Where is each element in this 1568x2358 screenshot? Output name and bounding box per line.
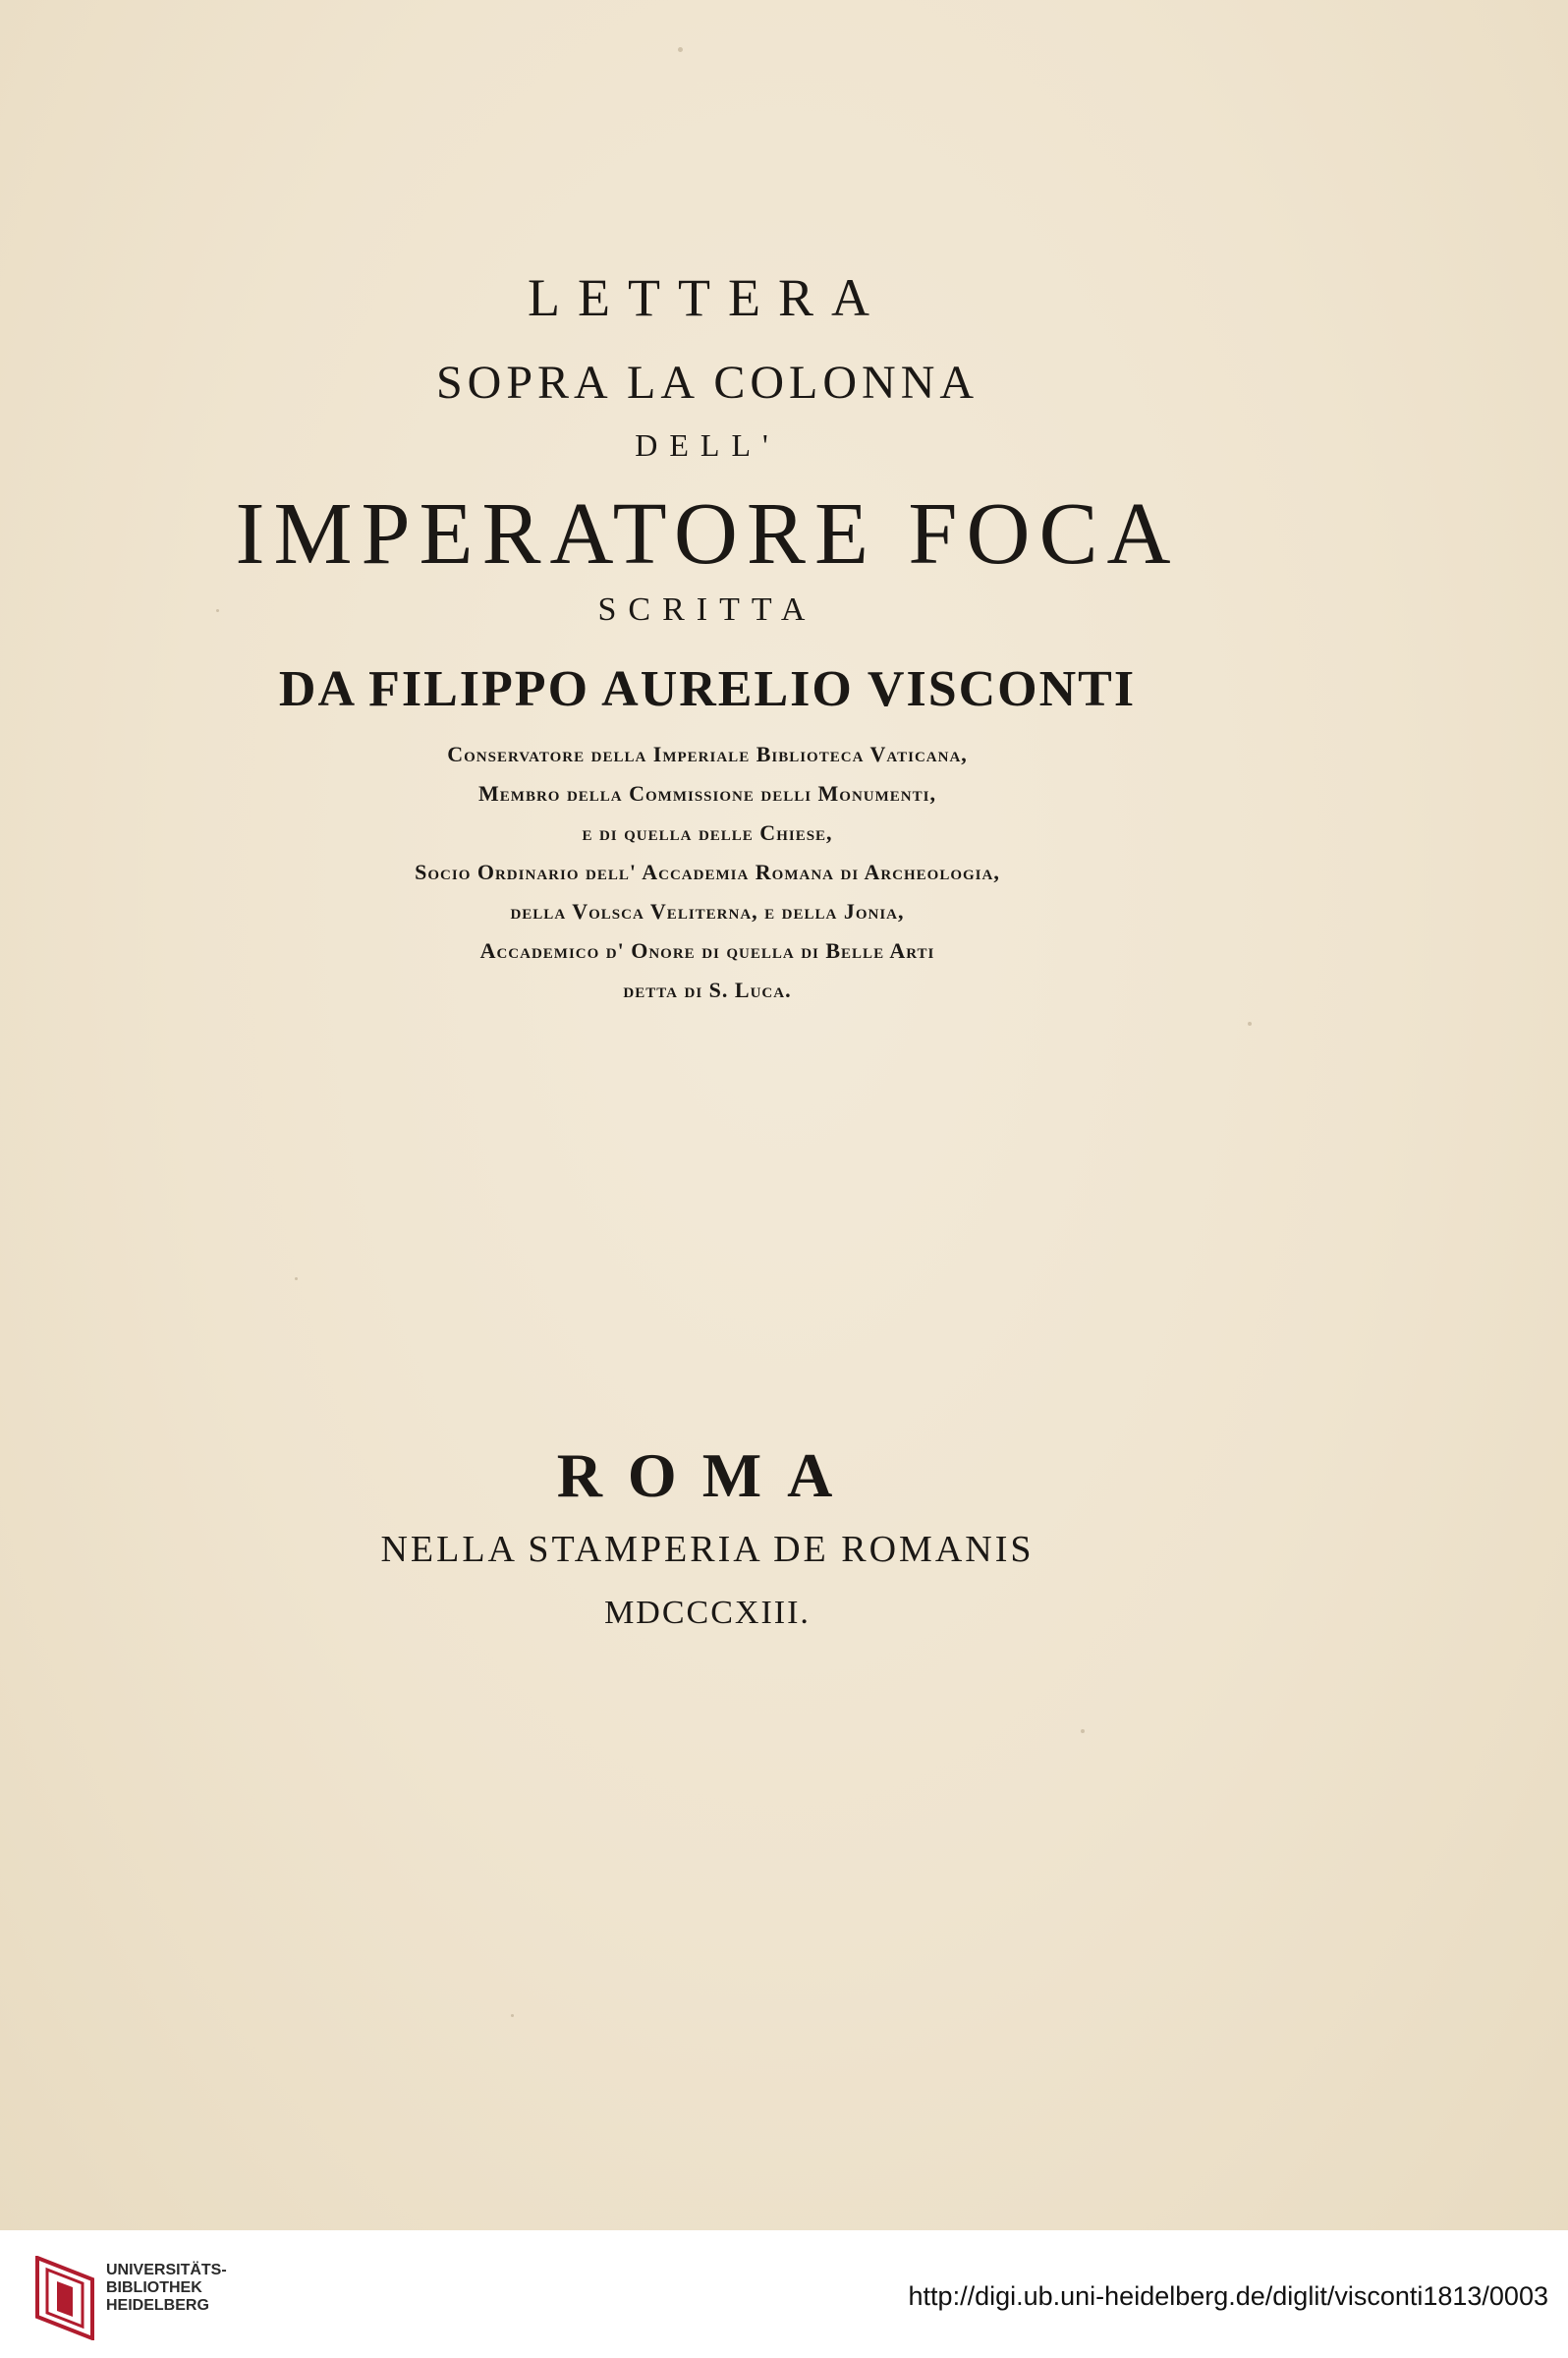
paper-speck (295, 1277, 298, 1280)
logo-line: BIBLIOTHEK (106, 2279, 202, 2296)
title-dell: DELL' (635, 427, 780, 463)
paper-speck (1248, 1022, 1252, 1026)
paper-speck (1081, 1729, 1085, 1733)
permalink-url[interactable]: http://digi.ub.uni-heidelberg.de/diglit/visconti1813/0003 (908, 2281, 1548, 2311)
credential-line: Socio Ordinario dell' Accademia Romana di Archeologia, (415, 860, 1000, 884)
imprint-city: ROMA (556, 1440, 859, 1510)
author-name: DA FILIPPO AURELIO VISCONTI (278, 661, 1137, 717)
credential-line: della Volsca Veliterna, e della Jonia, (510, 899, 905, 924)
credential-line: Accademico d' Onore di quella di Belle Arti (479, 938, 935, 963)
credential-line: Membro della Commissione delli Monumenti, (478, 781, 936, 806)
paper-speck (678, 47, 683, 52)
credential-line: Conservatore della Imperiale Biblioteca Vaticana, (447, 742, 968, 766)
imprint-year: MDCCCXIII. (604, 1595, 811, 1631)
title-imperatore-foca: IMPERATORE FOCA (235, 485, 1180, 583)
logo-line: UNIVERSITÄTS- (106, 2262, 227, 2278)
title-scritta: SCRITTA (597, 591, 817, 628)
paper-speck (511, 2014, 514, 2017)
credential-line: e di quella delle Chiese, (582, 820, 833, 845)
credential-line: detta di S. Luca. (623, 978, 792, 1002)
library-footer (0, 2230, 1568, 2358)
library-logo-icon (35, 2256, 94, 2340)
logo-line: HEIDELBERG (106, 2297, 209, 2314)
title-lettera: LETTERA (528, 268, 887, 327)
library-logo-text (106, 2262, 227, 2315)
title-sopra-la-colonna: SOPRA LA COLONNA (435, 357, 980, 409)
imprint-press: NELLA STAMPERIA DE ROMANIS (380, 1529, 1035, 1570)
